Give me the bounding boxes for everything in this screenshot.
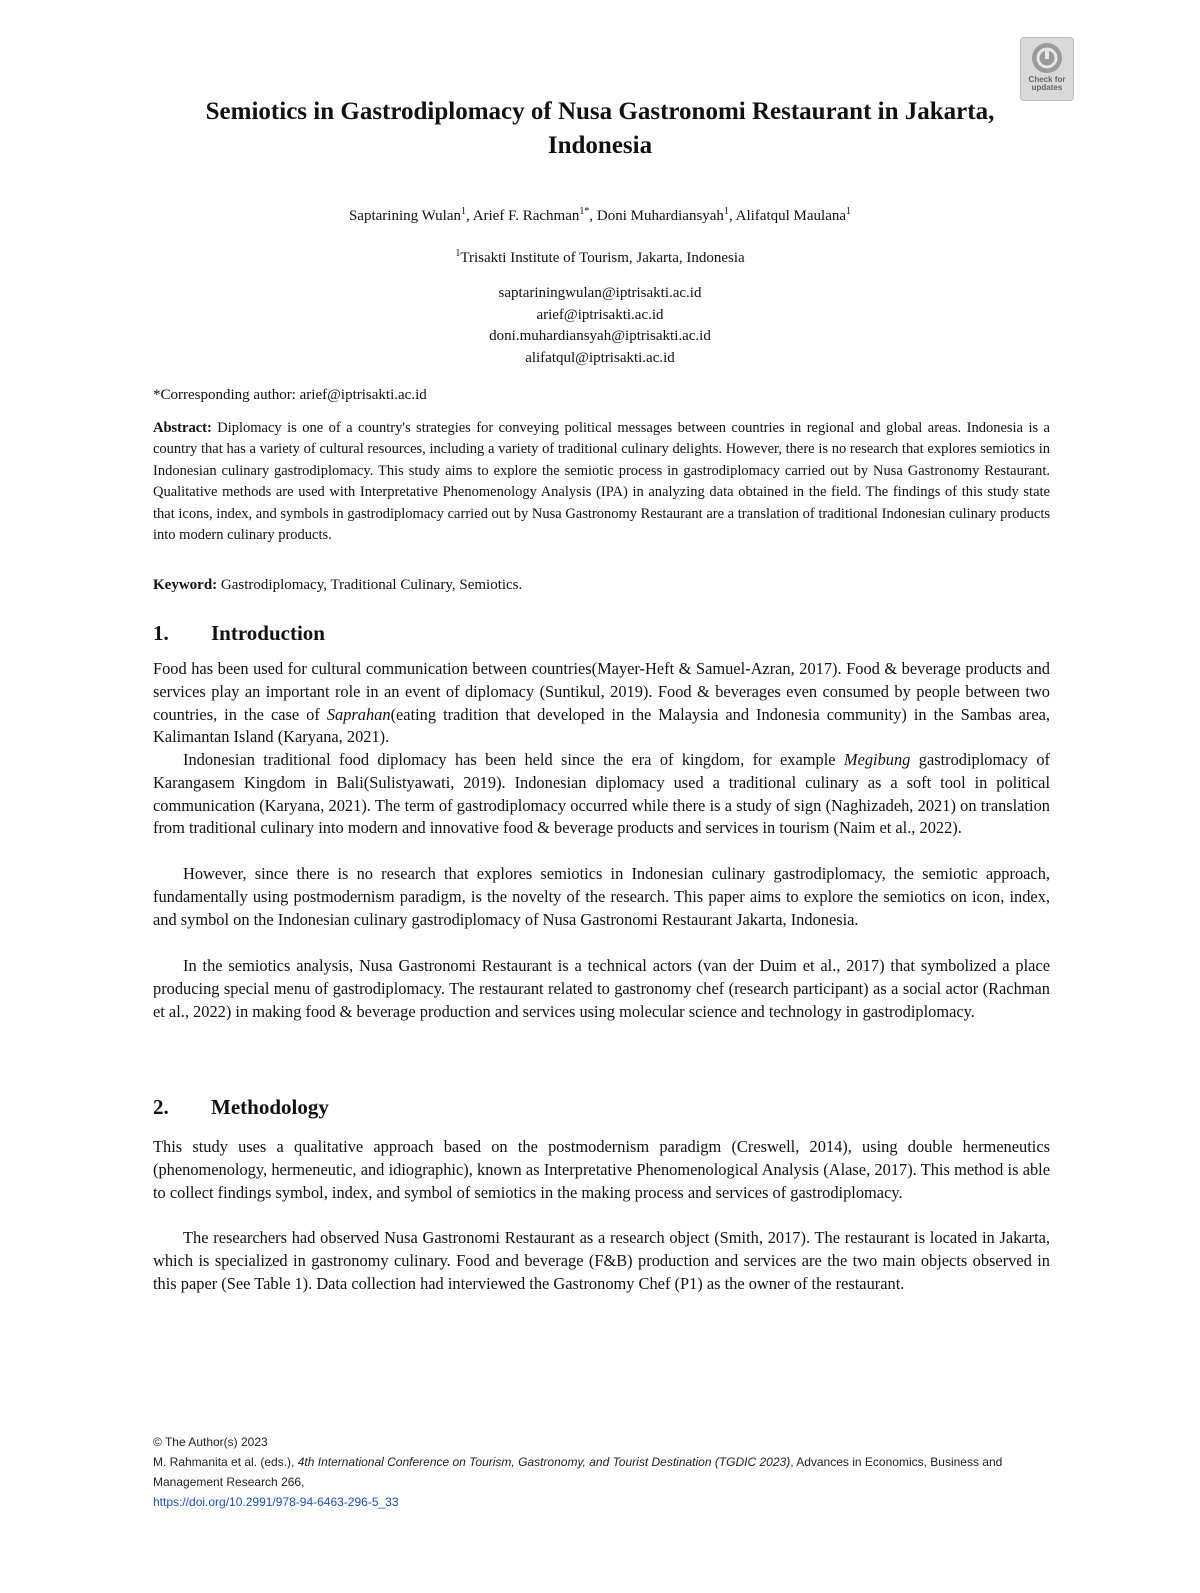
check-for-updates-icon bbox=[1032, 43, 1062, 73]
keyword-text: Gastrodiplomacy, Traditional Culinary, Semiotics. bbox=[217, 577, 523, 593]
page-footer bbox=[153, 1432, 1050, 1512]
email-address[interactable]: alifatqul@iptrisakti.ac.id bbox=[525, 349, 675, 366]
author-name: Doni Muhardiansyah bbox=[596, 208, 724, 224]
author-emails bbox=[150, 283, 1050, 369]
doi-link[interactable]: https://doi.org/10.2991/978-94-6463-296-5_33 bbox=[153, 1495, 399, 1509]
corresponding-author: *Corresponding author: arief@iptrisakti.ac.id bbox=[153, 387, 427, 403]
intro-paragraph-3: However, since there is no research that explores semiotics in Indonesian culinary gastrodiplomacy, the semiotic approach, fundamentally using postmodernism paradigm, is the novelty of the research. This paper aims to explore the semiotics on icon, index, and symbol on the Indonesian culinary gastrodiplomacy of Nusa Gastronomi Restaurant Jakarta, Indonesia. bbox=[153, 864, 1050, 929]
check-for-updates-label: Check for updates bbox=[1028, 75, 1066, 92]
intro-paragraph-1: Food has been used for cultural communication between countries(Mayer-Heft & Samuel-Azran, 2017). Food & beverage products and services play an important role in an event of diplomacy (Suntikul, 2019). Food & beverages even consumed by people between two countries, in the case of Saprahan(eating tradition that developed in the Malaysia and Indonesia community) in the Sambas area, Kalimantan Island (Karyana, 2021). bbox=[153, 659, 1051, 747]
email-address[interactable]: arief@iptrisakti.ac.id bbox=[536, 306, 664, 323]
citation: M. Rahmanita et al. (eds.), 4th International Conference on Tourism, Gastronomy, and Tourist Destination (TGDIC 2023), Advances in Economics, Business and Management Research 266, bbox=[153, 1455, 1003, 1489]
author-name: Saptarining Wulan bbox=[348, 208, 461, 224]
abstract bbox=[153, 418, 1050, 546]
copyright-notice: © The Author(s) 2023 bbox=[153, 1435, 268, 1449]
affiliation: $^1$Trisakti Institute of Tourism, Jakarta, Indonesia bbox=[455, 248, 745, 266]
keyword-label: Keyword: bbox=[153, 577, 218, 593]
email-address[interactable]: saptariningwulan@iptrisakti.ac.id bbox=[498, 285, 702, 301]
paper-title-line2: Indonesia bbox=[547, 132, 653, 159]
section-heading-introduction: 1. Introduction bbox=[153, 621, 325, 645]
paper-title bbox=[140, 95, 1060, 163]
author-name: Alifatqul Maulana bbox=[735, 208, 847, 224]
intro-paragraph-4: In the semiotics analysis, Nusa Gastronomi Restaurant is a technical actors (van der Duim et al., 2017) that symbolized a place producing special menu of gastrodiplomacy. The restaurant related to gastronomy chef (research participant) as a social actor (Rachman et al., 2022) in making food & beverage production and services using molecular science and technology in gastrodiplomacy. bbox=[153, 956, 1050, 1021]
keywords bbox=[153, 575, 522, 595]
author-name: Arief F. Rachman bbox=[472, 208, 580, 224]
method-paragraph-2: The researchers had observed Nusa Gastronomi Restaurant as a research object (Smith, 2017). The restaurant is located in Jakarta, which is specialized in gastronomy culinary. Food and beverage (F&B) production and services are the two main objects observed in this paper (See Table 1). Data collection had interviewed the Gastronomy Chef (P1) as the owner of the restaurant. bbox=[153, 1228, 1050, 1293]
method-paragraph-1: This study uses a qualitative approach based on the postmodernism paradigm (Creswell, 2014), using double hermeneutics (phenomenology, hermeneutic, and idiographic), known as Interpretative Phenomenological Analysis (Alase, 2017). This method is able to collect findings symbol, index, and symbol of semiotics in the making process and services of gastrodiplomacy. bbox=[153, 1137, 1050, 1202]
abstract-text: Diplomacy is one of a country's strategies for conveying political messages between countries in regional and global areas. Indonesia is a country that has a variety of cultural resources, including a variety of traditional culinary delights. However, there is no research that explores semiotics in Indonesian culinary gastrodiplomacy. This study aims to explore the semiotic process in gastrodiplomacy carried out by Nusa Gastronomy Restaurant. Qualitative methods are used with Interpretative Phenomenology Analysis (IPA) in analyzing data obtained in the field. The findings of this study state that icons, index, and symbols in gastrodiplomacy carried out by Nusa Gastronomy Restaurant are a translation of traditional Indonesian culinary products into modern culinary products. bbox=[153, 420, 1050, 544]
section-heading-methodology: 2. Methodology bbox=[153, 1095, 329, 1119]
email-address[interactable]: doni.muhardiansyah@iptrisakti.ac.id bbox=[489, 328, 711, 344]
intro-paragraph-2: Indonesian traditional food diplomacy has been held since the era of kingdom, for example Megibung gastrodiplomacy of Karangasem Kingdom in Bali(Sulistyawati, 2019). Indonesian diplomacy used a traditional culinary as a soft tool in political communication (Karyana, 2021). The term of gastrodiplomacy occurred while there is a study of sign (Naghizadeh, 2021) on translation from traditional culinary into modern and innovative food & beverage products and services in tourism (Naim et al., 2022). bbox=[153, 750, 1051, 838]
check-for-updates-badge[interactable] bbox=[1020, 37, 1074, 101]
abstract-label: Abstract: bbox=[153, 420, 212, 436]
author-list: Saptarining Wulan$^1$, Arief F. Rachman$^{1*}$, Doni Muhardiansyah$^1$, Alifatqul Maulana$^1$ bbox=[348, 206, 852, 224]
paper-title-line1: Semiotics in Gastrodiplomacy of Nusa Gastronomi Restaurant in Jakarta, bbox=[205, 98, 995, 125]
